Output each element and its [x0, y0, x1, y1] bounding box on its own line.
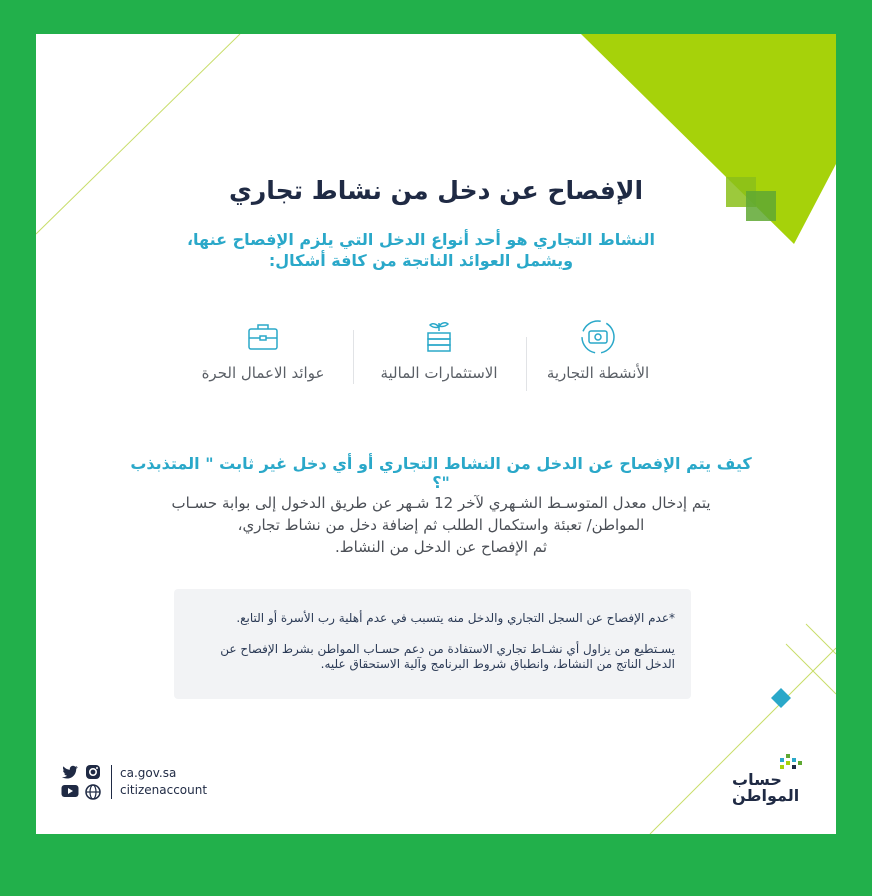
- intro-line-1: النشاط التجاري هو أحد أنواع الدخل التي يلزم الإفصاح عنها،: [186, 230, 656, 249]
- twitter-icon[interactable]: [61, 764, 79, 780]
- intro-line-2: ويشمل العوائد الناتجة من كافة أشكال:: [268, 251, 574, 270]
- note-line-3: الدخل الناتج من النشاط، وانطباق شروط البرنامج وآلية الاستحقاق عليه.: [320, 657, 675, 671]
- answer-line-1: يتم إدخال معدل المتوسـط الشـهري لآخر 12 شـهر عن طريق الدخول إلى بوابة حسـاب: [171, 494, 711, 512]
- divider: [526, 337, 527, 391]
- logo-line-1: حساب: [732, 770, 782, 789]
- page-title: الإفصاح عن دخل من نشاط تجاري: [228, 176, 644, 205]
- decorative-background: [36, 34, 836, 834]
- intro-text: [186, 229, 656, 271]
- infographic-card: [36, 34, 836, 834]
- note-box: [174, 589, 691, 699]
- website-link[interactable]: ca.gov.sa: [120, 766, 177, 780]
- category-commercial: [518, 319, 678, 382]
- category-label: الأنشطة التجارية: [546, 364, 650, 382]
- money-plant-icon: [424, 319, 454, 355]
- answer-line-3: ثم الإفصاح عن الدخل من النشاط.: [334, 538, 548, 556]
- category-label: الاستثمارات المالية: [380, 364, 498, 382]
- question-heading: كيف يتم الإفصاح عن الدخل من النشاط التجاري أو أي دخل غير ثابت " المتذبذب "؟: [130, 454, 752, 492]
- footer-divider: [111, 765, 112, 799]
- social-handle: citizenaccount: [120, 783, 208, 797]
- category-label: عوائد الاعمال الحرة: [201, 364, 325, 382]
- money-cycle-icon: [578, 319, 618, 355]
- youtube-icon[interactable]: [61, 784, 79, 798]
- note-line-1: *عدم الإفصاح عن السجل التجاري والدخل منه يتسبب في عدم أهلية رب الأسرة أو التابع.: [236, 611, 675, 625]
- divider: [353, 330, 354, 384]
- note-line-2: يسـتطيع من يزاول أي نشـاط تجاري الاستفادة من دعم حسـاب المواطن بشرط الإفصاح عن: [220, 642, 675, 656]
- answer-text: [126, 492, 756, 558]
- instagram-icon[interactable]: [85, 764, 101, 780]
- category-freelance: [183, 319, 343, 382]
- dots-logo-icon: [726, 752, 816, 772]
- logo-line-2: المواطن: [732, 786, 800, 805]
- globe-icon[interactable]: [85, 784, 101, 800]
- social-footer: [61, 764, 207, 800]
- category-investments: [359, 319, 519, 382]
- answer-line-2: المواطن/ تعبئة واستكمال الطلب ثم إضافة دخل من نشاط تجاري،: [237, 516, 645, 534]
- briefcase-icon: [246, 319, 280, 355]
